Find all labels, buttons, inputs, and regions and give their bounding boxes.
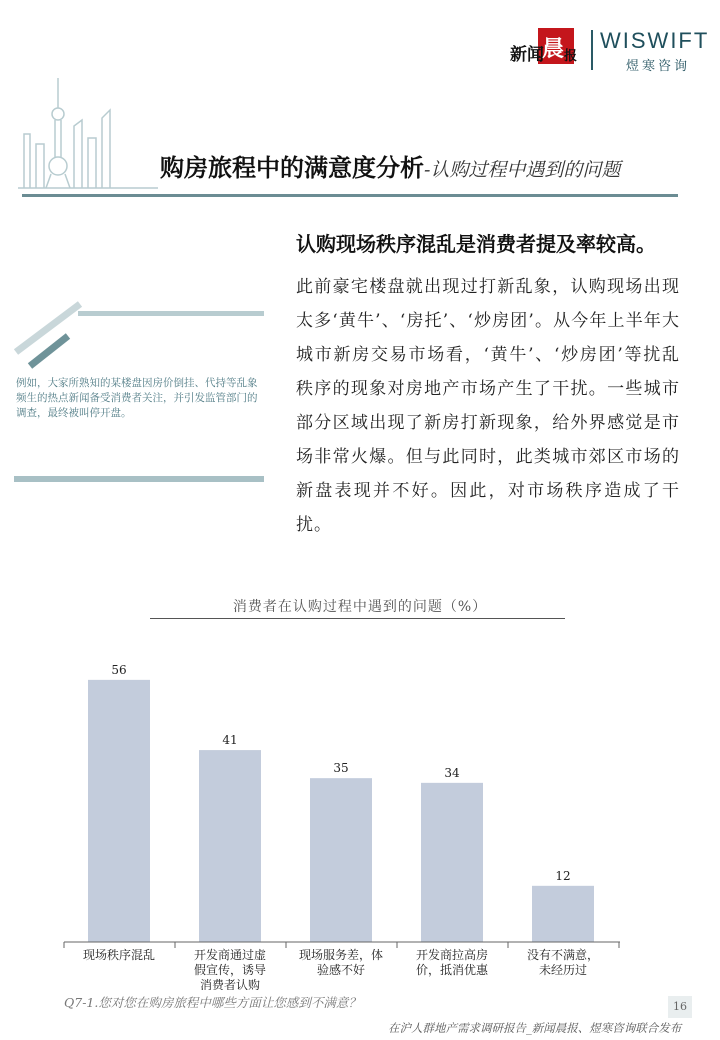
chart-category-label: 开发商拉高房 [415, 948, 489, 962]
chart-category-label: 现场秩序混乱 [82, 948, 156, 962]
logo-separator [591, 30, 593, 70]
body-paragraph: 此前豪宅楼盘就出现过打新乱象，认购现场出现太多‘黄牛’、‘房托’、‘炒房团’。从今年上半年大城市新房交易市场看，‘黄牛’、‘炒房团’等扰乱秩序的现象对房地产市场产生了干扰。一些城市部分区域出现了新房打新现象，给外界感觉是市场非常火爆。但与此同时，此类城市郊区市场的新盘表现并不好。因此，对市场秩序造成了干扰。 [296, 277, 680, 535]
chart-value-label: 12 [555, 868, 571, 883]
svg-text:新闻: 新闻 [510, 45, 544, 65]
footer-note: 在沪人群地产需求调研报告_新闻晨报、煜寒咨询联合发布 [388, 1021, 682, 1035]
svg-text:报: 报 [564, 49, 578, 64]
chart-value-label: 35 [333, 761, 349, 776]
section-heading: 认购现场秩序混乱是消费者提及率较高。 [296, 232, 656, 256]
page-number: 16 [668, 996, 692, 1018]
skyline-illustration [18, 78, 158, 190]
wiswift-cn-label: 煜寒咨询 [626, 59, 691, 74]
chart-value-label: 56 [111, 662, 127, 677]
page-title-sub: -认购过程中遇到的问题 [424, 159, 621, 181]
page-title [160, 148, 620, 183]
side-note-text: 例如，大家所熟知的某楼盘因房价倒挂、代持等乱象频生的热点新闻备受消费者关注，并引发监管部门的调查，最终被叫停开盘。 [16, 377, 258, 419]
decorative-diagonals [8, 300, 88, 370]
title-divider [22, 194, 678, 197]
chart-value-label: 41 [222, 733, 238, 748]
chart-title: 消费者在认购过程中遇到的问题（%） [232, 599, 488, 615]
chart-category-label: 消费者认购 [199, 978, 261, 990]
chart-bar [88, 680, 150, 942]
chart-bar [421, 783, 483, 942]
chart-bar [310, 778, 372, 942]
chart-category-label: 假宣传，诱导 [193, 963, 267, 977]
wiswift-logo: WISWIFT [600, 28, 710, 53]
chart-category-label: 价，抵消优惠 [415, 963, 489, 977]
xinwen-chenbao-logo [508, 26, 586, 68]
chart-category-label: 没有不满意， [526, 948, 600, 962]
chart-category-label: 现场服务差，体 [298, 948, 384, 962]
note-top-rule [78, 311, 264, 316]
chart-category-label: 开发商通过虚 [193, 948, 267, 962]
chart-bar [532, 886, 594, 942]
chart-category-label: 未经历过 [538, 963, 588, 977]
survey-question: Q7-1.您对您在购房旅程中哪些方面让您感到不满意？ [64, 995, 361, 1010]
chart-category-label: 验感不好 [316, 963, 366, 977]
chart-title-rule [150, 618, 565, 619]
page-title-main: 购房旅程中的满意度分析 [160, 153, 424, 182]
note-bottom-rule [14, 476, 264, 482]
bar-chart [0, 620, 720, 990]
chart-bar [199, 750, 261, 942]
chart-value-label: 34 [444, 765, 460, 780]
svg-text:晨: 晨 [542, 36, 565, 62]
